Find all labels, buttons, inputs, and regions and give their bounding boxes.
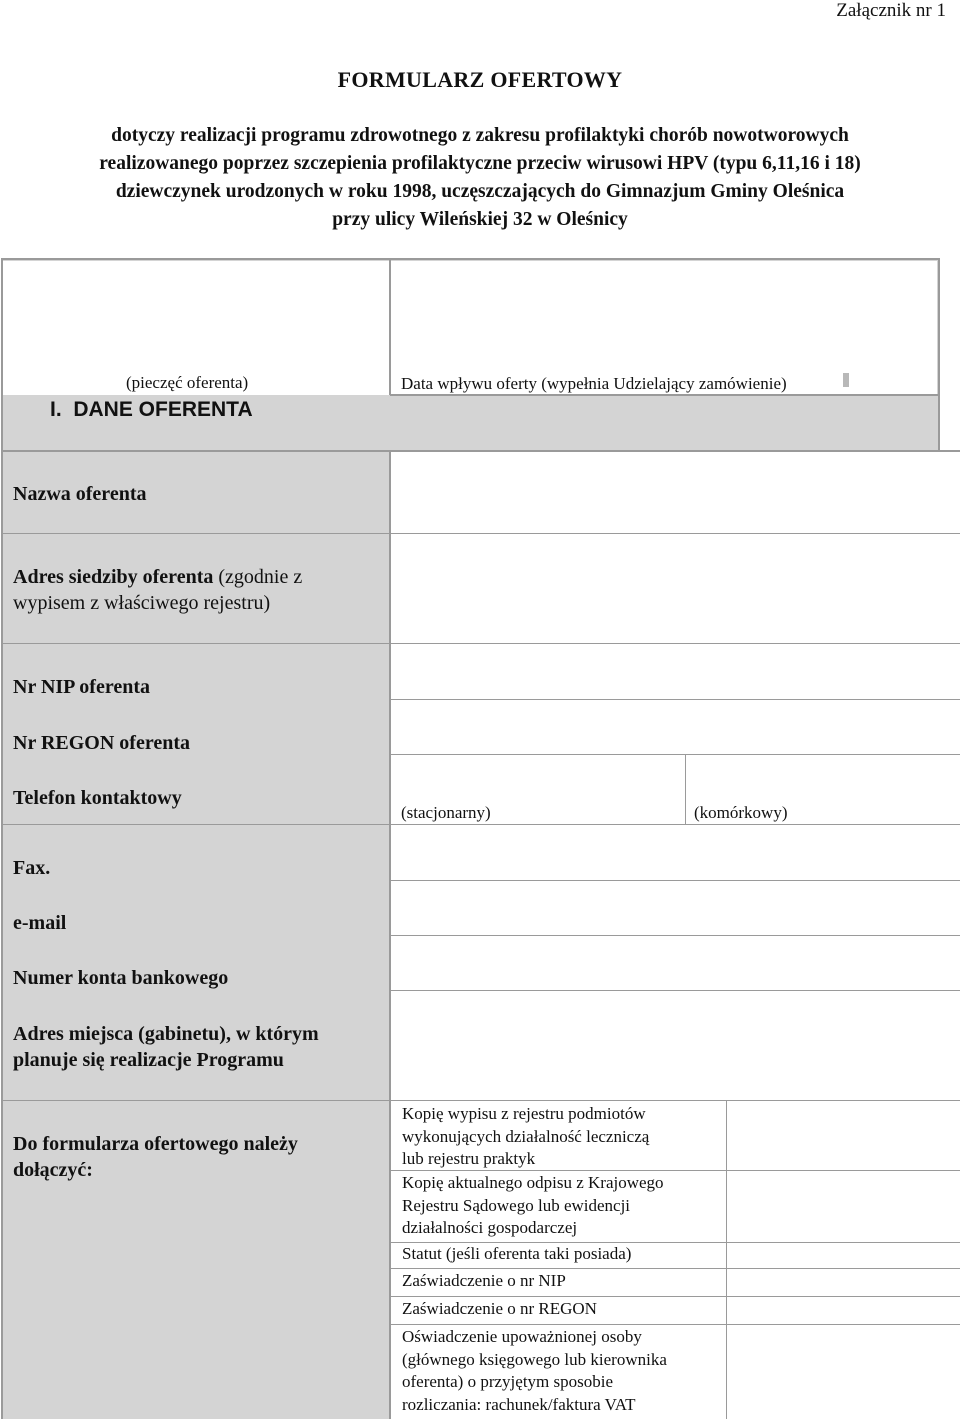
section-title: I. DANE OFERENTA [50, 398, 253, 421]
attach-line-1: Do formularza ofertowego należy [13, 1133, 298, 1155]
subtitle-line: realizowanego poprzez szczepienia profilaktyczne przeciw wirusowi HPV (typu 6,11,16 i 18) [99, 153, 861, 174]
form-title: FORMULARZ OFERTOWY [337, 67, 623, 92]
grid-line [1, 643, 960, 644]
attachment-item [402, 1103, 720, 1171]
location-line-1: Adres miejsca (gabinetu), w którym [13, 1023, 319, 1045]
grid-line [390, 1296, 960, 1297]
attachment-line: oferenta) o przyjętym sposobie [402, 1372, 614, 1391]
address-note-2: wypisem z właściwego rejestru) [13, 592, 271, 614]
grid-line [1, 824, 960, 825]
attachment-line: Statut (jeśli oferenta taki posiada) [402, 1244, 632, 1263]
scan-mark [843, 373, 849, 387]
attachment-line: Kopię aktualnego odpisu z Krajowego [402, 1173, 664, 1192]
attachment-line: wykonujących działalność leczniczą [402, 1126, 650, 1146]
label-attachments [13, 1131, 298, 1183]
address-bold: Adres siedziby oferenta [13, 566, 214, 588]
label-email: e-mail [13, 912, 67, 934]
label-bank-account: Numer konta bankowego [13, 967, 229, 989]
subtitle-line: dziewczynek urodzonych w roku 1998, uczęszczających do Gimnazjum Gminy Oleśnica [115, 181, 845, 202]
grid-line [390, 935, 960, 936]
attachment-line: rozliczania: rachunek/faktura VAT [402, 1394, 636, 1414]
attachment-line: (głównego księgowego lub kierownika [402, 1349, 667, 1369]
label-fax: Fax. [13, 857, 51, 879]
grid-line [390, 394, 940, 396]
attachment-item [402, 1172, 720, 1240]
attachment-item [402, 1298, 720, 1321]
grid-line [390, 880, 960, 881]
attachment-line: Rejestru Sądowego lub ewidencji [402, 1195, 631, 1215]
phone-mobile-label: (komórkowy) [694, 803, 788, 822]
grid-line [390, 990, 960, 991]
attachment-line: lub rejestru praktyk [402, 1149, 536, 1168]
attachment-item [402, 1270, 720, 1293]
label-program-location [13, 1021, 319, 1073]
subtitle-line: dotyczy realizacji programu zdrowotnego z zakresu profilaktyki chorób nowotworowych [111, 125, 849, 146]
grid-line [389, 258, 391, 395]
location-line-2: planuje się realizacje Programu [13, 1049, 284, 1071]
phone-landline-label: (stacjonarny) [401, 803, 491, 822]
attachment-line: działalności gospodarczej [402, 1218, 578, 1237]
grid-line [390, 1324, 960, 1325]
attachment-item [402, 1243, 720, 1266]
attachment-line: Zaświadczenie o nr NIP [402, 1271, 566, 1290]
annex-label: Załącznik nr 1 [836, 0, 946, 21]
attachment-line: Kopię wypisu z rejestru podmiotów [402, 1104, 646, 1123]
grid-line [1, 258, 3, 1419]
address-note: (zgodnie z [213, 566, 303, 588]
form-subtitle [20, 122, 940, 234]
label-regon: Nr REGON oferenta [13, 732, 191, 754]
attachment-item [402, 1326, 720, 1416]
grid-line [1, 1100, 960, 1101]
attachment-line: Oświadczenie upoważnionej osoby [402, 1327, 642, 1346]
grid-line [390, 1268, 960, 1269]
stamp-label: (pieczęć oferenta) [126, 373, 249, 392]
label-offeror-name: Nazwa oferenta [13, 483, 147, 505]
grid-line [1, 533, 960, 534]
grid-line [726, 1101, 727, 1419]
attach-line-2: dołączyć: [13, 1159, 93, 1181]
grid-line [390, 754, 960, 755]
attachment-line: Zaświadczenie o nr REGON [402, 1299, 597, 1318]
grid-line [938, 258, 940, 451]
grid-line [1, 450, 960, 452]
grid-line [1, 258, 940, 260]
grid-line [685, 754, 686, 825]
label-phone: Telefon kontaktowy [13, 787, 182, 809]
label-nip: Nr NIP oferenta [13, 676, 151, 698]
label-offeror-address [13, 564, 302, 616]
subtitle-line: przy ulicy Wileńskiej 32 w Oleśnicy [332, 209, 628, 230]
date-received-label: Data wpływu oferty (wypełnia Udzielający zamówienie) [401, 374, 787, 393]
grid-line [390, 699, 960, 700]
